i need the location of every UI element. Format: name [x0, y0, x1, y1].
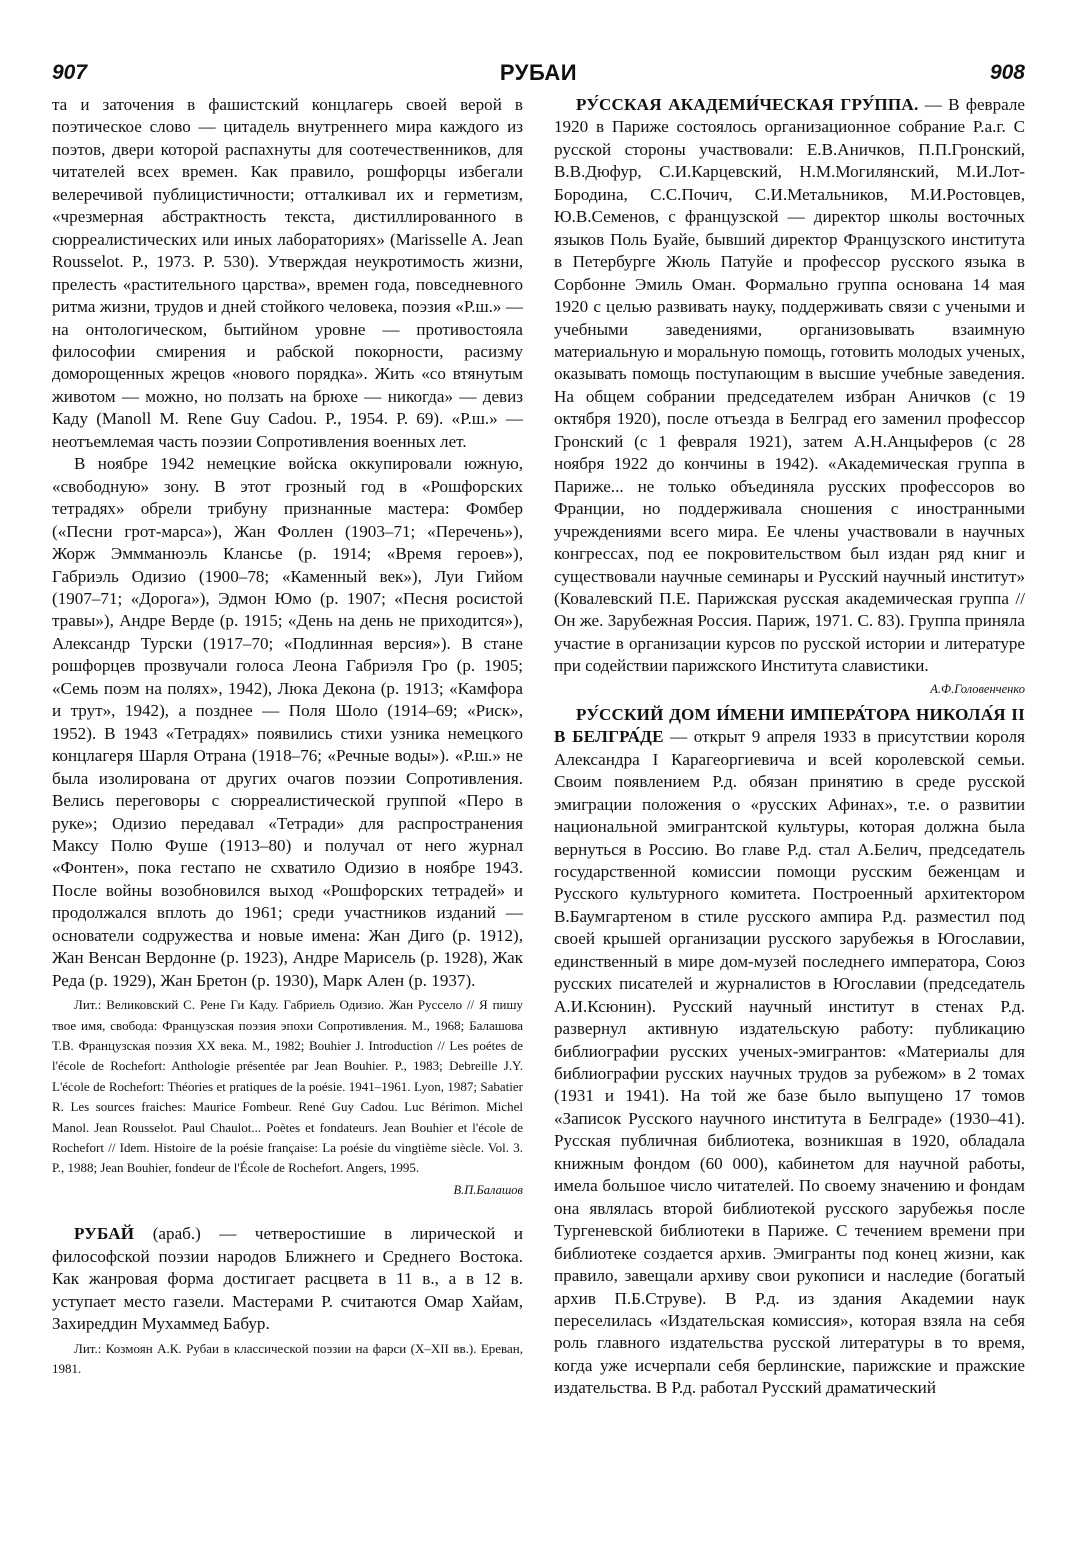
page-header: [52, 58, 1025, 88]
entry-russian-academic-group: [554, 94, 1025, 696]
entry-russian-house-belgrade: [554, 704, 1025, 1400]
page-number-left: 907: [52, 61, 88, 84]
page-number-right: 908: [989, 61, 1025, 84]
paragraph-november-1942: В ноябре 1942 немецкие войска оккупировали южную, «свободную» зону. В этот грозный год в «Рошфорских тетрадях» обрели трибуну признанные мастера: Фомбер («Песни грот-марса»), Жан Фоллен (1903–71; «Перечень»), Жорж Эммманюэль Клансье (р. 1914; «Время героев»), Габриэль Одизио (1900–78; «Каменный век»), Луи Гийом (1907–71; «Дорога»), Эдмон Юмо (р. 1907; «Песня росистой травы»), Андре Верде (р. 1915; «День на день не приходится»), Александр Турски (1917–70; «Подлинная версия»). В стане рошфорцев прозвучали голоса Леона Габриэля Гро (р. 1905; «Семь поэм на полях», 1942), Люка Декона (р. 1913; «Камфора и трут», 1942), а позднее — Поля Шоло (1914–69; «Риск», 1952). В 1943 «Тетрадях» появились стихи узника немецкого концлагеря Шарля Отрана (1918–76; «Речные воды»). «Р.ш.» не была изолирована от других очагов поэзии Сопротивления. Велись переговоры с сюрреалистической группой «Перо в руке»; Одизио передавал «Тетради» для распространения Максу Полю Фуше (1913–80) и получал от него журнал «Фонтен», пока гестапо не схватило Одизио в ноябре 1943. После войны возобновился выход «Рошфорских тетрадей» и продолжался вплоть до 1961; среди участников изданий — основатели содружества и новые имена: Жан Диго (р. 1912), Жан Венсан Вердонне (р. 1923), Андре Марисель (р. 1928), Жак Реда (р. 1929), Жан Бретон (р. 1930), Марк Ален (р. 1937).: [52, 454, 523, 990]
article-author-balashov: В.П.Балашов: [453, 1182, 523, 1197]
running-title: РУБАИ: [499, 60, 578, 85]
literature-list-rubai: Лит.: Козмоян А.К. Рубаи в классической поэзии на фарси (X–XII вв.). Ереван, 1981.: [52, 1340, 523, 1376]
entry-text-academic-group: — В феврале 1920 в Париже состоялось организационное собрание Р.а.г. С русской стороны участвовали: Е.В.Аничков, П.П.Гронский, В.В.Дюфур, С.И.Карцевский, Н.М.Могилянский, М.И.Лот-Бородина, С.С.Почич, С.И.Метальников, М.И.Ростовцев, Ю.В.Семенов, с французской — директор школы восточных языков Поль Буайе, бывший директор Французского института в Петербурге Жюль Патуйе и профессор русского языка в Сорбонне Эмиль Оман. Формально группа основана 14 мая 1920 с целью развивать науку, поддерживать связи с учеными и учебными заведениями, организовывать взаимную материальную и моральную помощь, готовить молодых ученых, оказывать помощь поступающим в высшие учебные заведения. На общем собрании председателем избран Аничков (с 19 октября 1920), после отъезда в Белград его заменил профессор Гронский (с 1 февраля 1921), затем А.Н.Анцыферов (с 28 ноября 1922 до кончины в 1942). «Академическая группа в Париже... не только объединяла русских профессоров во Франции, но поддерживала сношения с иностранными учреждениями всего мира. Ее члены участвовали в научных конгрессах, под ее покровительством был издан ряд книг и существовали научные семинары и Русский научный институт» (Ковалевский П.Е. Парижская русская академическая группа // Он же. Зарубежная Россия. Париж, 1971. С. 83). Группа приняла участие в организации курсов по русской истории и литературе при содействии парижского Института славистики.: [554, 95, 1025, 676]
literature-list-rochefort: Лит.: Великовский С. Рене Ги Каду. Габриель Одизио. Жан Русселo // Я пишу твое имя, свобода: Французская поэзия эпохи Сопротивления. М., 1968; Балашова Т.В. Французская поэзия XX века. М., 1982; Bouhier J. Introduction // Les poétes de l'école de Rochefort: Anthologie présentée par Jean Bouhier. P., 1983; Debreille J.Y. L'école de Rochefort: Théories et pratiques de la poésie. 1941–1961. Lyon, 1987; Sabatier R. Les sources fraiches: Maurice Fombeur. René Guy Cadou. Luc Bérimon. Michel Manol. Jean Rousselot. Paul Chaulot... Poètes et fondateurs. Jean Bouhier et l'école de Rochefort // Idem. Histoire de la poésie française: La poésie du vingtième siècle. Vol. 3. P., 1988; Jean Bouhier, fondeur de l'École de Rochefort. Angers, 1995.: [52, 997, 523, 1176]
entry-title-russian-house: РУ́ССКИЙ ДОМ И́МЕНИ ИМПЕРА́ТОРА НИКОЛА́Я II В БЕЛГРА́ДЕ: [554, 704, 1025, 747]
entry-title-rubai: РУБАЙ: [74, 1224, 135, 1244]
entry-text-russian-house: — открыт 9 апреля 1933 в присутствии короля Александра I Карагеоргиевича и всей королевской семьи. Своим появлением Р.д. обязан принятию в среде русской эмиграции положения о «русских Афинах», т.е. о развитии национальной эмигрантской культуры, которая должна была вернуться в Россию. Во главе Р.д. стал А.Белич, председатель государственной комиссии помощи русским беженцам и Русского культурного комитета. Построенный архитектором В.Баумгартеном в стиле русского ампира Р.д. разместил под своей крышей организации русского зарубежья в Югославии, единственный в мире дом-музей последнего императора, Союз русских писателей и журналистов в Югославии (председатель А.И.Ксюнин). Русский научный институт в стенах Р.д. развернул активную издательскую работу: публикацию библиографии русских ученых-эмигрантов: «Материалы для библиографии русских научных трудов за рубежом» в 2 томах (1931 и 1941). На той же базе было выпущено 17 томов «Записок Русского научного института в Белграде» (1930–41). Русская публичная библиотека, возникшая в 1920, обладала книжным фондом (60 000), кабинетом для научной работы, имела большое число читателей. По своему значению и фондам она являлась второй библиотекой русского зарубежья после Тургеневской библиотеки в Париже. С течением времени при библиотеке создается архив. Эмигранты под конец жизни, как правило, завещали архиву свои рукописи и наследие (богатый архив П.Б.Струве). В Р.д. из здания Академии наук переселилась «Издательская комиссия», которая взяла на себя роль главного издательства русской литературы в то время, когда уже исчерпали себя берлинские, парижские и пражские издательства. В Р.д. работал Русский драматический: [554, 727, 1025, 1398]
entry-rubai: [52, 1223, 523, 1335]
left-column: [52, 94, 523, 1379]
entry-text-rubai: (араб.) — четверостишие в лирической и философской поэзии народов Ближнего и Среднего Востока. Как жанровая форма достигает расцвета в 11 в., а в 12 в. уступает место газели. Мастерами Р. считаются Омар Хайам, Захиреддин Мухаммед Бабур.: [52, 1224, 523, 1334]
spacer: [52, 1201, 523, 1223]
paragraph-continuation: та и заточения в фашистский концлагерь своей верой в поэтическое слово — цитадель внутреннего мира каждого из поэтов, двери которой распахнуты для соотечественников, для читателей всех времен. Как правило, рошфорцы избегали велеречивой публицистичности; отталкивал их и герметизм, «чрезмерная абстрактность текста, дистиллированного в сюрреалистических или иных лабораториях» (Marisselle A. Jean Rousselot. P., 1973. P. 530). Утверждая неукротимость жизни, прелесть «растительного царства», времен года, повседневного ритма жизни, трудов и дней стойкого человека, поэзия «Р.ш.» — на онтологическом, бытийном уровне — противостояла философии смирения и рабской покорности, расизму доморощенных жрецов «нового порядка». Жить «со втянутым животом — можно, но ползать на брюхе — никогда» — девиз Каду (Manoll M. Rene Guy Cadou. P., 1954. P. 69). «Р.ш.» — неотъемлемая часть поэзии Сопротивления военных лет.: [52, 95, 523, 451]
entry-title-academic-group: РУ́ССКАЯ АКАДЕМИ́ЧЕСКАЯ ГРУ́ППА.: [576, 95, 919, 114]
right-column: [554, 94, 1025, 1400]
article-author-golovenchenko: А.Ф.Головенченко: [930, 681, 1025, 696]
